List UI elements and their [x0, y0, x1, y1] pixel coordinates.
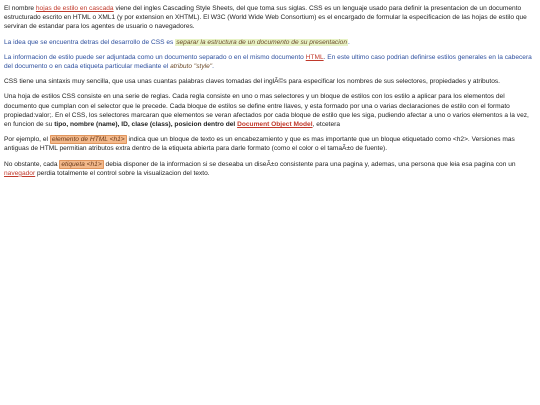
- paragraph-no-obstante: [4, 160, 536, 178]
- paragraph-intro: [4, 4, 536, 32]
- text: perdia totalmente el control sobre la visualizacion del texto.: [35, 169, 210, 177]
- text: La idea que se encuentra detras del desarrollo de CSS es: [4, 38, 176, 46]
- link-hojas-de-estilo[interactable]: hojas de estilo en cascada: [35, 5, 114, 12]
- text: La informacion de estilo puede ser adjuntada como un documento separado o en el mismo documento: [4, 53, 306, 61]
- text: viene del ingles Cascading Style Sheets, del que toma sus siglas. CSS es un lenguaje usado para definir la presentacion de un documento estructurado escrito en HTML o XML1 (y por extension en XHTML). El W3C (World Wide Web Consortium) es el encargado de formular la especificacion de las hojas de estilo que serviran de estandar para los agentes de usuario o navegadores.: [4, 5, 527, 31]
- text: Por ejemplo, el: [4, 136, 50, 144]
- text: .: [212, 63, 214, 71]
- article: [0, 0, 540, 178]
- text: indica que un bloque de texto es un encabezamiento y que es mas importante que un bloque etiquetado como <h2>. Versiones mas antiguas de HTML permitian atributos extra dentro de la etiqueta abierta para darle formato (como el color o el tamaÃ±o de fuente).: [4, 136, 515, 153]
- text: CSS tiene una sintaxis muy sencilla, que usa unas cuantas palabras claves tomadas del inglÃ©s para especificar los nombres de sus selectores, propiedades y atributos.: [4, 78, 500, 86]
- bold-selectors: tipo, nombre (name), ID, clase (class), posicion dentro del: [54, 121, 238, 129]
- paragraph-idea: [4, 38, 536, 47]
- paragraph-reglas: [4, 92, 536, 129]
- text: No obstante, cada: [4, 160, 60, 168]
- link-html[interactable]: HTML: [305, 53, 324, 61]
- paragraph-sintaxis: [4, 77, 536, 86]
- highlight-elemento-h1: elemento de HTML <h1>: [51, 136, 125, 144]
- paragraph-informacion: [4, 53, 536, 71]
- link-document-object-model[interactable]: Document Object Model: [237, 121, 313, 129]
- text: . En este ultimo caso podrian definirse estilos generales en la cabecera del documento o en cada etiqueta particular mediante el: [4, 53, 532, 71]
- paragraph-ejemplo: [4, 135, 536, 153]
- text: , etcetera: [312, 121, 341, 129]
- text: debia disponer de la informacion si se deseaba un diseÃ±o consistente para una pagina y, ademas, una persona que leia esa pagina con un: [103, 160, 516, 168]
- text: .: [348, 38, 350, 46]
- highlight-etiqueta-h1: etiqueta <h1>: [61, 160, 102, 168]
- text: Una hoja de estilos CSS consiste en una serie de reglas. Cada regla consiste en uno o mas selectores y un bloque de estilos con los estilo a aplicar para los elementos del documento que cumplan con el selector que le precede. Cada bloque de estilos se define entre llaves, y esta formado por una o varias declaraciones de estilo con el formato propiedad:valor;. En el CSS, los selectores marcaran que elementos se veran afectados por cada bloque de estilo que les siga, pudiendo afectar a uno o varios elementos a la vez, en funcion de su: [4, 93, 529, 129]
- highlight-separar: separar la estructura de un documento de su presentacion: [176, 38, 347, 46]
- text: El nombre: [4, 5, 36, 12]
- link-navegador[interactable]: navegador: [4, 169, 36, 177]
- attribute-style: atributo "style": [170, 63, 213, 71]
